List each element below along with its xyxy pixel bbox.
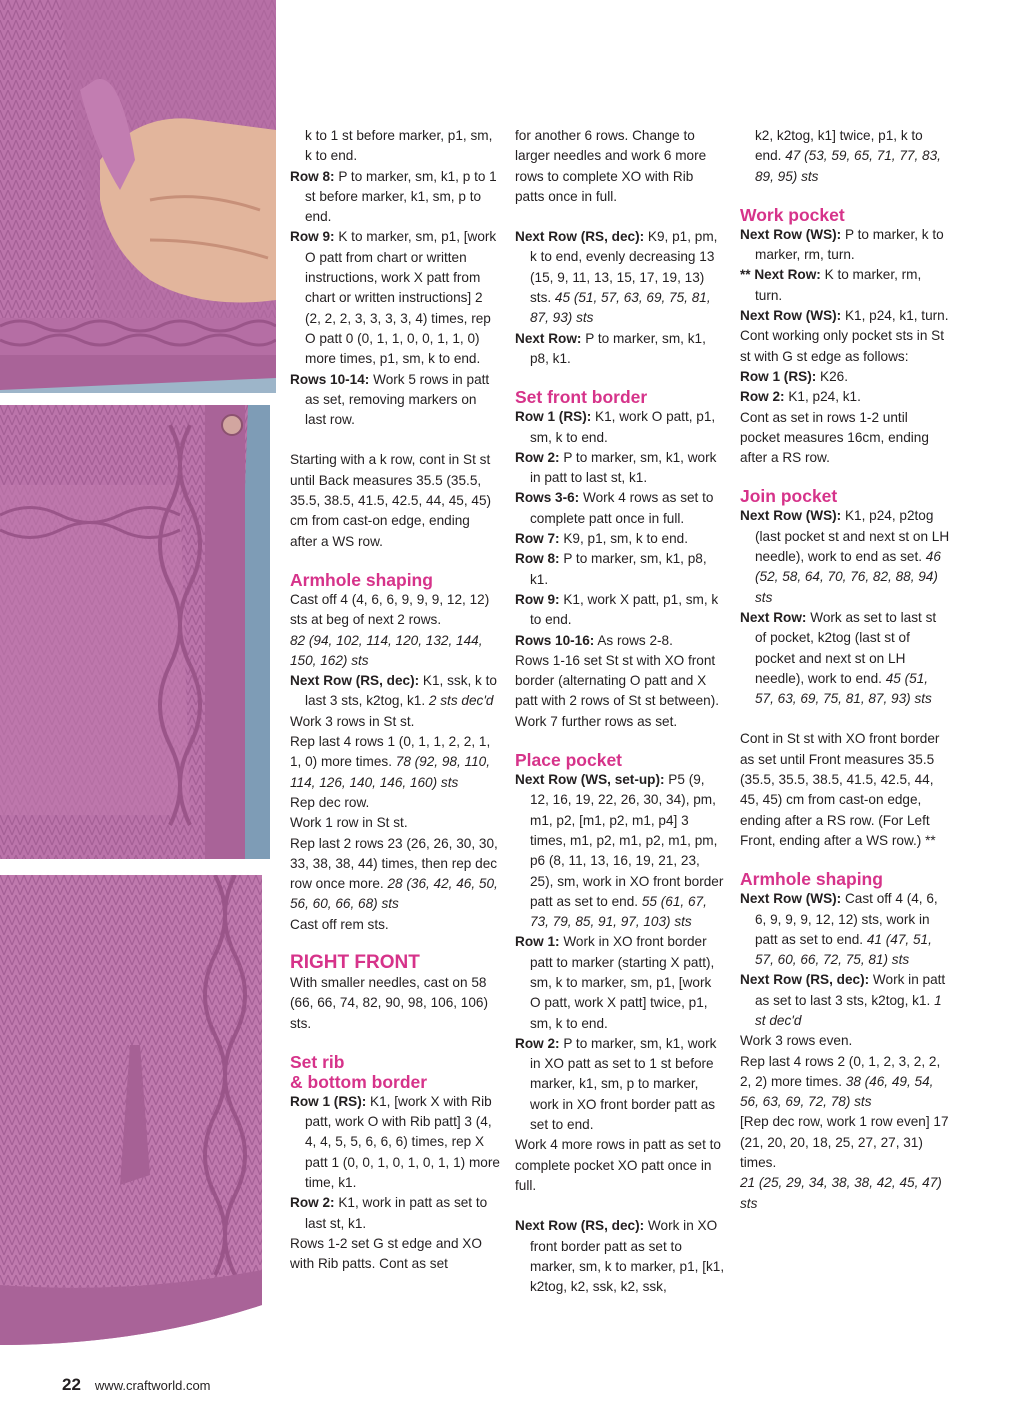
row-label: ** Next Row: xyxy=(740,267,821,283)
row-label: Next Row (WS, set-up): xyxy=(515,772,665,788)
row-instruction xyxy=(740,306,950,326)
column-2 xyxy=(515,126,725,1297)
page-number: 22 xyxy=(62,1375,81,1394)
sleeve-cuff-photo xyxy=(0,0,276,393)
text: k2, k2tog, k1] twice, p1, k to end. xyxy=(755,128,923,164)
paragraph: for another 6 rows. Change to larger needles and work 6 more rows to complete XO with Rib patts once in full. xyxy=(515,128,707,204)
row-label: Row 2: xyxy=(290,1195,335,1211)
row-instruction xyxy=(740,265,950,306)
text: Cast off 4 (4, 6, 6, 9, 9, 9, 12, 12) sts at beg of next 2 rows. xyxy=(290,591,490,628)
row-instruction xyxy=(740,387,950,407)
stitch-count: 55 (61, 67, 73, 79, 85, 91, 97, 103) sts xyxy=(530,893,707,930)
row-label: Next Row (RS, dec): xyxy=(515,229,645,245)
row-text: P to marker, sm, k1, p to 1 st before marker, k1, sm, p to end. xyxy=(305,168,497,225)
text: Rep last 2 rows 23 (26, 26, 30, 30, 33, 38, 38, 44) times, then rep dec row once more. xyxy=(290,835,498,892)
row-text: Work as set to last st of pocket, k2tog (last st of pocket and next st on LH needle), work to end. xyxy=(755,609,937,686)
hem-border-photo xyxy=(0,875,270,1365)
heading-line: Set rib xyxy=(290,1051,345,1072)
paragraph: [Rep dec row, work 1 row even] 17 (21, 20, 20, 18, 25, 27, 27, 31) times. xyxy=(740,1114,949,1171)
row-instruction xyxy=(290,1193,500,1234)
stitch-count: 45 (51, 57, 63, 69, 75, 81, 87, 93) sts xyxy=(530,290,711,326)
text: Rep last 4 rows 1 (0, 1, 1, 2, 2, 1, 1, 0) more times. xyxy=(290,734,491,770)
row-label: Next Row (WS): xyxy=(740,891,842,907)
row-instruction xyxy=(515,1216,725,1297)
row-instruction xyxy=(290,227,500,369)
paragraph xyxy=(290,732,500,793)
row-text: Work in XO front border patt to marker (starting X patt), sm, k to marker, sm, p1, [work O patt, work X patt] twice, p1, sm, k to end. xyxy=(530,934,715,1031)
row-label: Next Row (RS, dec): xyxy=(515,1218,645,1234)
row-label: Next Row (WS): xyxy=(740,308,842,324)
text: Rep last 4 rows 2 (0, 1, 2, 3, 2, 2, 2, 2) more times. xyxy=(740,1053,941,1089)
row-text: K9, p1, sm, k to end. xyxy=(559,531,689,547)
row-label: Row 2: xyxy=(740,389,785,405)
paragraph xyxy=(290,590,500,671)
row-text: P to marker, sm, k1, p8, k1. xyxy=(530,330,706,366)
row-text: K1, p24, k1, turn. xyxy=(841,308,949,324)
paragraph: Work 3 rows in St st. xyxy=(290,713,415,729)
row-instruction xyxy=(290,671,500,712)
row-text: P to marker, sm, k1, p8, k1. xyxy=(530,551,707,587)
row-instruction xyxy=(515,329,725,370)
row-label: Row 1: xyxy=(515,934,560,950)
row-instruction xyxy=(515,932,725,1033)
row-label: Row 2: xyxy=(515,1035,560,1051)
stitch-count: 47 (53, 59, 65, 71, 77, 83, 89, 95) sts xyxy=(755,148,941,184)
row-label: Next Row: xyxy=(515,330,582,346)
column-1 xyxy=(290,126,500,1275)
row-label: Next Row (WS): xyxy=(740,226,842,242)
column-3 xyxy=(740,126,950,1214)
row-text: As rows 2-8. xyxy=(594,632,673,648)
row-instruction xyxy=(740,889,950,970)
section-heading: Place pocket xyxy=(515,750,622,771)
row-text: Work in patt as set to last 3 sts, k2tog, k1. xyxy=(755,972,946,1008)
paragraph xyxy=(740,1052,950,1113)
section-heading: Armhole shaping xyxy=(740,869,883,890)
row-text: K1, work X patt, p1, sm, k to end. xyxy=(530,591,719,628)
paragraph: Work 4 more rows in patt as set to complete pocket XO patt once in full. xyxy=(515,1137,721,1193)
stitch-count: 38 (46, 49, 54, 56, 63, 69, 72, 78) sts xyxy=(740,1073,934,1110)
row-text: K1, work in patt as set to last st, k1. xyxy=(305,1195,488,1231)
stitch-count: 82 (94, 102, 114, 120, 132, 144, 150, 162) sts xyxy=(290,632,483,668)
row-label: Rows 10-16: xyxy=(515,632,595,648)
row-instruction xyxy=(290,1092,500,1193)
row-text: K to marker, sm, p1, [work O patt from chart or written instructions, work X patt from chart or written instructions] 2 (2, 2, 2, 3, 3, 3, 3, 4) times, rep O patt 0 (0, 1, 1, 0, 0, 1, 1, 0) more times, p1, sm, k to end. xyxy=(305,229,497,367)
row-text: K to marker, rm, turn. xyxy=(755,267,922,303)
footer-url: www.craftworld.com xyxy=(94,1378,211,1393)
row-text: K1, p24, p2tog (last pocket st and next st on LH needle), work to end as set. xyxy=(755,508,950,565)
row-label: Row 1 (RS): xyxy=(740,368,817,384)
row-instruction xyxy=(515,529,725,549)
row-label: Row 9: xyxy=(290,229,335,245)
heading-line: & bottom border xyxy=(290,1071,428,1092)
paragraph: Work 1 row in St st. xyxy=(290,815,408,831)
row-text: P5 (9, 12, 16, 19, 22, 26, 30, 34), pm, m1, p2, [m1, p2, m1, p4] 3 times, m1, p2, m1, p2, m1, pm, p6 (8, 11, 13, 16, 19, 21, 23, 25), sm, work in XO front border patt as set to end. xyxy=(530,772,724,909)
row-instruction xyxy=(740,608,950,709)
photo-strip xyxy=(0,0,280,1427)
row-instruction xyxy=(515,448,725,489)
paragraph: Starting with a k row, cont in St st until Back measures 35.5 (35.5, 35.5, 38.5, 41.5, 42.5, 44, 45, 45) cm from cast-on edge, ending after a WS row. xyxy=(290,452,492,549)
row-label: Row 8: xyxy=(515,551,560,567)
row-text: K1, [work X with Rib patt, work O with Rib patt] 3 (4, 4, 4, 5, 5, 6, 6, 6) times, rep X patt 1 (0, 0, 1, 0, 1, 0, 1, 1) more time, k1. xyxy=(305,1093,500,1191)
section-heading: Armhole shaping xyxy=(290,569,433,590)
paragraph: Cont working only pocket sts in St st with G st edge as follows: xyxy=(740,328,944,364)
row-text: Work 5 rows in patt as set, removing markers on last row. xyxy=(305,371,490,428)
row-text: P to marker, sm, k1, work in XO patt as set to 1 st before marker, k1, sm, p to marker, work in XO front border patt as set to end. xyxy=(530,1035,717,1133)
paragraph: Cont as set in rows 1-2 until pocket measures 16cm, ending after a RS row. xyxy=(740,409,929,466)
paragraph: Work 7 further rows as set. xyxy=(515,713,678,729)
paragraph: With smaller needles, cast on 58 (66, 66, 74, 82, 90, 98, 106, 106) sts. xyxy=(290,974,489,1031)
pocket-front-border-photo xyxy=(0,405,270,859)
stitch-count: 21 (25, 29, 34, 38, 38, 42, 45, 47) sts xyxy=(740,1175,942,1211)
row-label: Row 8: xyxy=(290,168,335,184)
section-heading: Join pocket xyxy=(740,486,838,507)
section-heading: Work pocket xyxy=(740,204,845,225)
stitch-count: 1 st dec'd xyxy=(755,992,942,1028)
row-text: Work in XO front border patt as set to marker, sm, k to marker, p1, [k1, k2tog, k2, ssk, k2, ssk, xyxy=(530,1218,725,1295)
row-instruction xyxy=(290,370,500,431)
row-label: Row 1 (RS): xyxy=(515,409,592,425)
row-instruction xyxy=(515,1034,725,1135)
page-footer xyxy=(62,1375,211,1395)
row-instruction xyxy=(740,506,950,607)
row-label: Next Row: xyxy=(740,609,807,625)
row-text: K9, p1, pm, k to end, evenly decreasing 13 (15, 9, 11, 13, 15, 17, 19, 13) sts. xyxy=(530,229,718,306)
row-label: Row 1 (RS): xyxy=(290,1093,367,1109)
stitch-count: 78 (92, 98, 110, 114, 126, 140, 146, 160) sts xyxy=(290,754,490,790)
row-instruction xyxy=(740,367,950,387)
row-instruction xyxy=(515,770,725,932)
row-text: K1, ssk, k to last 3 sts, k2tog, k1. xyxy=(305,673,497,709)
paragraph: Rep dec row. xyxy=(290,794,370,810)
paragraph: k to 1 st before marker, p1, sm, k to end. xyxy=(305,128,493,164)
row-text: K26. xyxy=(816,368,849,384)
stitch-count: 28 (36, 42, 46, 50, 56, 60, 66, 68) sts xyxy=(290,876,498,912)
row-label: Rows 3-6: xyxy=(515,490,580,506)
row-instruction xyxy=(740,225,950,266)
row-instruction xyxy=(515,227,725,328)
row-text: K1, p24, k1. xyxy=(784,389,861,405)
paragraph: Rows 1-2 set G st edge and XO with Rib patts. Cont as set xyxy=(290,1235,482,1272)
row-label: Row 2: xyxy=(515,449,560,465)
paragraph xyxy=(740,126,950,187)
section-heading: Set front border xyxy=(515,387,648,408)
stitch-count: 2 sts dec'd xyxy=(425,693,494,709)
row-label: Next Row (RS, dec): xyxy=(290,673,420,689)
paragraph: Cont in St st with XO front border as set until Front measures 35.5 (35.5, 35.5, 38.5, 41.5, 42.5, 44, 45, 45) cm from cast-on edge, ending after a RS row. (For Left Front, ending after a WS row.) ** xyxy=(740,731,940,848)
paragraph xyxy=(290,834,500,915)
section-heading xyxy=(290,1052,500,1092)
section-heading: RIGHT FRONT xyxy=(290,951,420,973)
row-instruction xyxy=(740,970,950,1031)
row-instruction xyxy=(515,549,725,590)
row-text: Work 4 rows as set to complete patt once in full. xyxy=(530,490,714,526)
row-instruction xyxy=(515,488,725,529)
row-text: P to marker, k to marker, rm, turn. xyxy=(755,226,944,263)
row-text: Cast off 4 (4, 6, 6, 9, 9, 9, 12, 12) sts, work in patt as set to end. xyxy=(755,891,938,947)
row-label: Rows 10-14: xyxy=(290,371,370,387)
row-label: Row 9: xyxy=(515,591,560,607)
paragraph: Rows 1-16 set St st with XO front border (alternating O patt and X patt with 2 rows of St st between). xyxy=(515,652,719,709)
row-label: Next Row (WS): xyxy=(740,508,842,524)
paragraph: Work 3 rows even. xyxy=(740,1033,853,1049)
row-label: Next Row (RS, dec): xyxy=(740,972,870,988)
row-instruction xyxy=(515,590,725,631)
row-text: P to marker, sm, k1, work in patt to last st, k1. xyxy=(530,449,717,486)
row-instruction xyxy=(290,167,500,228)
row-instruction xyxy=(515,631,725,651)
row-instruction xyxy=(515,407,725,448)
stitch-count: 46 (52, 58, 64, 70, 76, 82, 88, 94) sts xyxy=(755,549,941,605)
stitch-count: 45 (51, 57, 63, 69, 75, 81, 87, 93) sts xyxy=(755,670,932,707)
row-text: K1, work O patt, p1, sm, k to end. xyxy=(530,409,716,445)
row-label: Row 7: xyxy=(515,531,560,547)
stitch-count: 41 (47, 51, 57, 60, 66, 72, 75, 81) sts xyxy=(755,931,932,968)
paragraph: Cast off rem sts. xyxy=(290,916,389,932)
